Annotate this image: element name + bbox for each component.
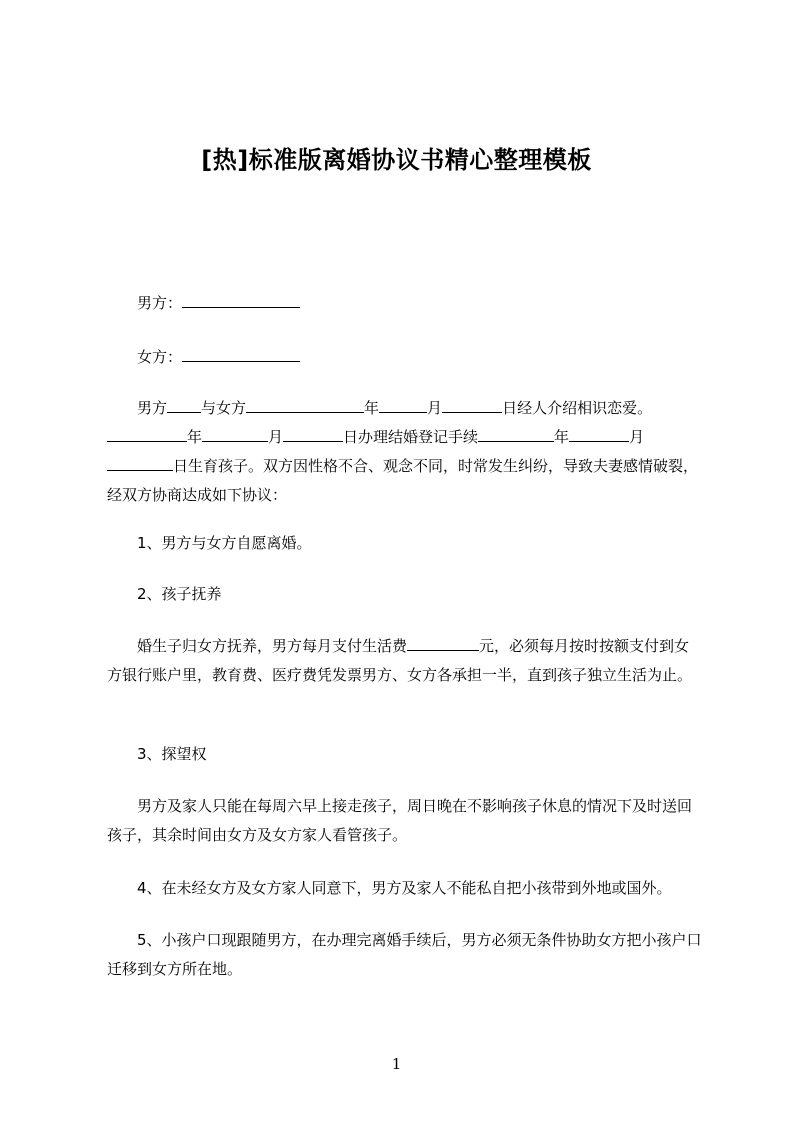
clause-2-text: 婚生子归女方抚养，男方每月支付生活费 [137,637,408,655]
male-name-blank [182,294,300,308]
female-party-line [107,346,737,367]
clause-2-title: 2、孩子抚养 [137,585,222,603]
clause-1: 1、男方与女方自愿离婚。 [137,534,312,552]
blank-field [379,399,427,413]
intro-text: 与女方 [201,399,247,417]
clause-2-text: 元，必须每月按时按额支付到女方银行账户里，教育费、医疗费凭发票男方、女方各承担一半，直到孩子独立生活为止。 [107,637,693,684]
intro-text: 日生育孩子。双方因性格不合、观念不同，时常发生纠纷，导致夫妻感情破裂，经双方协商达成如下协议： [107,457,699,504]
intro-text: 年 [364,399,380,417]
intro-text: 年 [187,428,203,446]
blank-field [283,428,343,442]
intro-text: 月 [427,399,443,417]
intro-text: 男方 [137,399,168,417]
blank-field [202,428,268,442]
intro-text: 日经人介绍相识恋爱。 [502,399,653,417]
blank-field [107,428,187,442]
clause-3-body: 男方及家人只能在每周六早上接走孩子，周日晚在不影响孩子休息的情况下及时送回孩子，其余时间由女方及女方家人看管孩子。 [107,797,693,844]
blank-field [442,399,502,413]
male-party-label: 男方： [137,294,183,312]
page-number: 1 [391,1055,402,1073]
blank-field [107,457,173,471]
intro-text: 月 [629,428,645,446]
intro-paragraph [107,394,702,510]
blank-field [569,428,629,442]
clause-2-body [107,632,702,690]
clause-3-title: 3、探望权 [137,745,207,763]
living-expense-blank [407,637,479,651]
intro-text: 月 [268,428,284,446]
female-name-blank [182,348,300,362]
blank-field [167,399,201,413]
clause-5: 5、小孩户口现跟随男方，在办理完离婚手续后，男方必须无条件协助女方把小孩户口迁移到女方所在地。 [107,931,702,978]
blank-field [246,399,364,413]
male-party-line [107,292,737,313]
document-title: [热]标准版离婚协议书精心整理模板 [201,146,592,174]
intro-text: 日办理结婚登记手续 [343,428,479,446]
female-party-label: 女方： [137,348,183,366]
blank-field [478,428,554,442]
intro-text: 年 [554,428,570,446]
clause-4: 4、在未经女方及女方家人同意下，男方及家人不能私自把小孩带到外地或国外。 [137,879,672,897]
